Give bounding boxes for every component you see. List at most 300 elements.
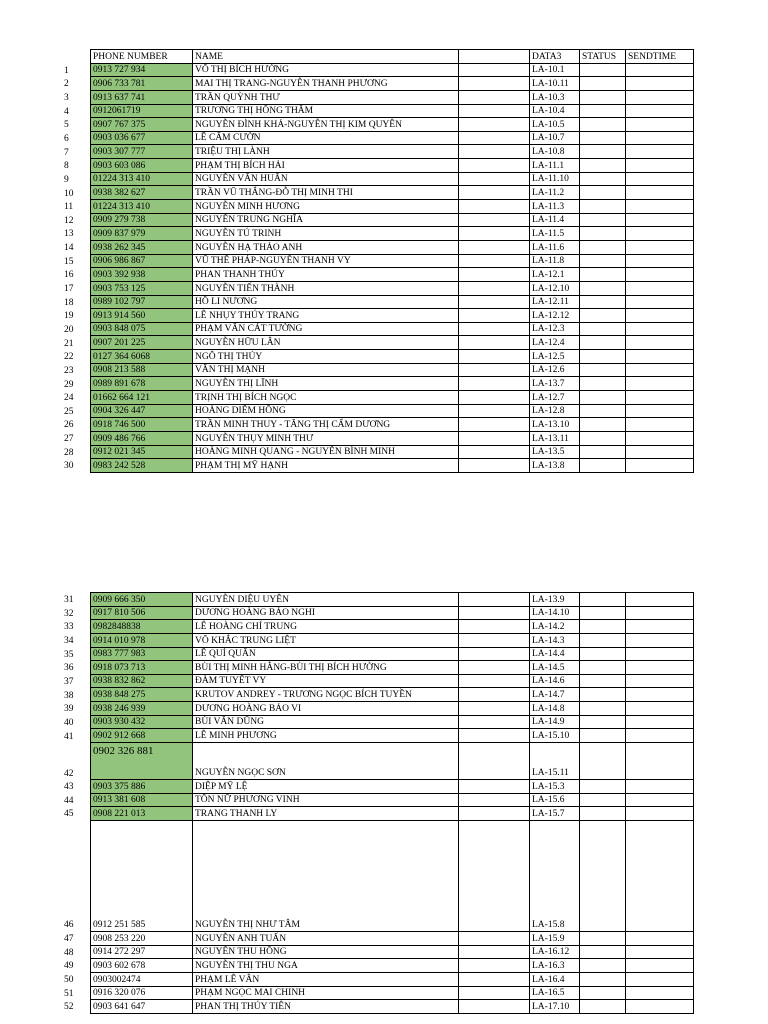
sendtime-cell[interactable] [626, 404, 694, 418]
blank-cell[interactable] [459, 729, 530, 743]
status-cell[interactable] [580, 200, 626, 214]
sendtime-cell[interactable] [626, 702, 694, 716]
status-cell[interactable] [580, 254, 626, 268]
name-cell[interactable]: VĂN THỊ MẠNH [193, 363, 459, 377]
phone-cell[interactable]: 0902 326 881 [91, 743, 193, 780]
data3-cell[interactable]: LA-13.8 [530, 459, 580, 473]
name-cell[interactable]: VŨ THẾ PHÁP-NGUYỄN THANH VY [193, 254, 459, 268]
status-cell[interactable] [580, 240, 626, 254]
blank-cell[interactable] [459, 281, 530, 295]
sendtime-cell[interactable] [626, 77, 694, 91]
sendtime-cell[interactable] [626, 90, 694, 104]
blank-cell[interactable] [459, 674, 530, 688]
name-cell[interactable]: TRỊNH THỊ BÍCH NGỌC [193, 391, 459, 405]
blank-cell[interactable] [459, 959, 530, 973]
sendtime-cell[interactable] [626, 986, 694, 1000]
name-cell[interactable]: NGUYỄN ĐÌNH KHẢ-NGUYỄN THỊ KIM QUYÊN [193, 118, 459, 132]
phone-cell[interactable]: 0912061719 [91, 104, 193, 118]
sendtime-cell[interactable] [626, 647, 694, 661]
phone-cell[interactable]: 0917 810 506 [91, 606, 193, 620]
data3-cell[interactable]: LA-14.4 [530, 647, 580, 661]
blank-cell[interactable] [459, 377, 530, 391]
data3-cell[interactable]: LA-10.8 [530, 145, 580, 159]
name-cell[interactable]: NGUYỄN THỊ THU NGA [193, 959, 459, 973]
blank-cell[interactable] [459, 418, 530, 432]
data3-cell[interactable]: LA-12.7 [530, 391, 580, 405]
phone-cell[interactable]: 0982848838 [91, 620, 193, 634]
status-cell[interactable] [580, 363, 626, 377]
name-header[interactable]: NAME [193, 50, 459, 64]
data3-cell[interactable]: LA-12.12 [530, 309, 580, 323]
sendtime-cell[interactable] [626, 945, 694, 959]
status-cell[interactable] [580, 715, 626, 729]
blank-cell[interactable] [459, 702, 530, 716]
sendtime-cell[interactable] [626, 200, 694, 214]
sendtime-cell[interactable] [626, 213, 694, 227]
data3-cell[interactable]: LA-14.8 [530, 702, 580, 716]
name-cell[interactable]: PHẠM LÊ VÂN [193, 972, 459, 986]
phone-cell[interactable]: 0903 036 677 [91, 131, 193, 145]
data3-cell[interactable]: LA-14.5 [530, 661, 580, 675]
phone-cell[interactable]: 0913 727 934 [91, 63, 193, 77]
phone-cell[interactable]: 0903 848 075 [91, 322, 193, 336]
blank-cell[interactable] [459, 213, 530, 227]
phone-cell[interactable]: 0983 777 983 [91, 647, 193, 661]
sendtime-cell[interactable] [626, 63, 694, 77]
phone-cell[interactable]: 0903 307 777 [91, 145, 193, 159]
sendtime-cell[interactable] [626, 743, 694, 780]
status-cell[interactable] [580, 647, 626, 661]
sendtime-cell[interactable] [626, 780, 694, 794]
data3-cell[interactable]: LA-15.11 [530, 743, 580, 780]
status-cell[interactable] [580, 63, 626, 77]
phone-cell[interactable]: 0916 320 076 [91, 986, 193, 1000]
sendtime-cell[interactable] [626, 633, 694, 647]
blank-cell[interactable] [459, 404, 530, 418]
name-cell[interactable]: BÙI THỊ MINH HẰNG-BÙI THỊ BÍCH HƯỜNG [193, 661, 459, 675]
phone-cell[interactable]: 0938 832 862 [91, 674, 193, 688]
data3-cell[interactable]: LA-11.5 [530, 227, 580, 241]
status-cell[interactable] [580, 459, 626, 473]
sendtime-cell[interactable] [626, 104, 694, 118]
status-cell[interactable] [580, 820, 626, 931]
data3-cell[interactable]: LA-10.5 [530, 118, 580, 132]
data3-cell[interactable]: LA-11.2 [530, 186, 580, 200]
status-cell[interactable] [580, 743, 626, 780]
name-cell[interactable]: LÊ NHỤY THÚY TRANG [193, 309, 459, 323]
phone-cell[interactable]: 0909 837 979 [91, 227, 193, 241]
name-cell[interactable]: MAI THỊ TRANG-NGUYỄN THANH PHƯƠNG [193, 77, 459, 91]
name-cell[interactable]: TRANG THANH LY [193, 807, 459, 821]
sendtime-cell[interactable] [626, 172, 694, 186]
sendtime-cell[interactable] [626, 418, 694, 432]
sendtime-cell[interactable] [626, 268, 694, 282]
name-cell[interactable]: NGUYỄN ANH TUẤN [193, 931, 459, 945]
status-cell[interactable] [580, 445, 626, 459]
blank-cell[interactable] [459, 90, 530, 104]
name-cell[interactable]: NGUYỄN THỤY MINH THƯ [193, 431, 459, 445]
name-cell[interactable]: BÙI VĂN DŨNG [193, 715, 459, 729]
status-cell[interactable] [580, 268, 626, 282]
sendtime-cell[interactable] [626, 131, 694, 145]
sendtime-cell[interactable] [626, 931, 694, 945]
phone-cell[interactable]: 0983 242 528 [91, 459, 193, 473]
blank-cell[interactable] [459, 254, 530, 268]
blank-cell[interactable] [459, 820, 530, 931]
phone-cell[interactable]: 0903 392 938 [91, 268, 193, 282]
blank-cell[interactable] [459, 780, 530, 794]
data3-cell[interactable]: LA-12.6 [530, 363, 580, 377]
blank-cell[interactable] [459, 633, 530, 647]
blank-cell[interactable] [459, 131, 530, 145]
status-cell[interactable] [580, 633, 626, 647]
status-cell[interactable] [580, 688, 626, 702]
blank-cell[interactable] [459, 227, 530, 241]
blank-cell[interactable] [459, 986, 530, 1000]
phone-cell[interactable]: 01224 313 410 [91, 172, 193, 186]
name-cell[interactable]: TRƯƠNG THỊ HỒNG THẮM [193, 104, 459, 118]
name-cell[interactable]: NGUYỄN TRUNG NGHĨA [193, 213, 459, 227]
phone-cell[interactable]: 0903002474 [91, 972, 193, 986]
name-cell[interactable]: DƯƠNG HOÀNG BẢO VI [193, 702, 459, 716]
status-cell[interactable] [580, 674, 626, 688]
blank-cell[interactable] [459, 647, 530, 661]
phone-cell[interactable]: 0903 930 432 [91, 715, 193, 729]
status-cell[interactable] [580, 77, 626, 91]
blank-cell[interactable] [459, 715, 530, 729]
blank-cell[interactable] [459, 793, 530, 807]
data3-cell[interactable]: LA-17.10 [530, 1000, 580, 1014]
sendtime-cell[interactable] [626, 240, 694, 254]
status-cell[interactable] [580, 661, 626, 675]
data3-cell[interactable]: LA-11.8 [530, 254, 580, 268]
status-cell[interactable] [580, 729, 626, 743]
blank-cell[interactable] [459, 77, 530, 91]
phone-cell[interactable]: 0903 375 886 [91, 780, 193, 794]
name-cell[interactable]: NGUYỄN THỊ NHƯ TÂM [193, 820, 459, 931]
data3-cell[interactable]: LA-14.10 [530, 606, 580, 620]
name-cell[interactable]: HOÀNG DIỄM HỒNG [193, 404, 459, 418]
blank-cell[interactable] [459, 620, 530, 634]
data3-cell[interactable]: LA-15.9 [530, 931, 580, 945]
status-cell[interactable] [580, 793, 626, 807]
sendtime-cell[interactable] [626, 620, 694, 634]
blank-cell[interactable] [459, 688, 530, 702]
data3-cell[interactable]: LA-15.6 [530, 793, 580, 807]
name-cell[interactable]: PHAN THỊ THÚY TIÊN [193, 1000, 459, 1014]
phone-cell[interactable]: 0938 848 275 [91, 688, 193, 702]
phone-cell[interactable]: 0909 666 350 [91, 593, 193, 607]
name-cell[interactable]: NGUYỄN TIẾN THÀNH [193, 281, 459, 295]
sendtime-cell[interactable] [626, 281, 694, 295]
data3-cell[interactable]: LA-10.11 [530, 77, 580, 91]
phone-cell[interactable]: 0914 010 978 [91, 633, 193, 647]
blank-cell[interactable] [459, 945, 530, 959]
name-cell[interactable]: NGÔ THỊ THÚY [193, 350, 459, 364]
data3-cell[interactable]: LA-10.7 [530, 131, 580, 145]
blank-cell[interactable] [459, 363, 530, 377]
status-cell[interactable] [580, 322, 626, 336]
data3-cell[interactable]: LA-15.7 [530, 807, 580, 821]
data3-cell[interactable]: LA-12.11 [530, 295, 580, 309]
data3-cell[interactable]: LA-13.5 [530, 445, 580, 459]
phone-cell[interactable]: 01224 313 410 [91, 200, 193, 214]
name-cell[interactable]: VÕ THỊ BÍCH HƯỜNG [193, 63, 459, 77]
blank-cell[interactable] [459, 593, 530, 607]
sendtime-cell[interactable] [626, 336, 694, 350]
data3-cell[interactable]: LA-16.3 [530, 959, 580, 973]
data3-cell[interactable]: LA-12.3 [530, 322, 580, 336]
sendtime-cell[interactable] [626, 459, 694, 473]
phone-cell[interactable]: 0918 746 500 [91, 418, 193, 432]
status-cell[interactable] [580, 172, 626, 186]
status-cell[interactable] [580, 391, 626, 405]
status-cell[interactable] [580, 336, 626, 350]
data3-cell[interactable]: LA-14.9 [530, 715, 580, 729]
sendtime-cell[interactable] [626, 593, 694, 607]
blank-cell[interactable] [459, 807, 530, 821]
phone-cell[interactable]: 0127 364 6068 [91, 350, 193, 364]
data3-cell[interactable]: LA-12.8 [530, 404, 580, 418]
blank-cell[interactable] [459, 661, 530, 675]
status-cell[interactable] [580, 104, 626, 118]
status-header[interactable]: STATUS [580, 50, 626, 64]
blank-cell[interactable] [459, 104, 530, 118]
blank-cell[interactable] [459, 118, 530, 132]
status-cell[interactable] [580, 377, 626, 391]
data3-cell[interactable]: LA-13.10 [530, 418, 580, 432]
phone-cell[interactable]: 01662 664 121 [91, 391, 193, 405]
phone-cell[interactable]: 0903 641 647 [91, 1000, 193, 1014]
data3-cell[interactable]: LA-15.8 [530, 820, 580, 931]
phone-cell[interactable]: 0908 253 220 [91, 931, 193, 945]
name-cell[interactable]: KRUTOV ANDREY - TRƯƠNG NGỌC BÍCH TUYỀN [193, 688, 459, 702]
name-cell[interactable]: PHAN THANH THÚY [193, 268, 459, 282]
data3-cell[interactable]: LA-10.4 [530, 104, 580, 118]
sendtime-header[interactable]: SENDTIME [626, 50, 694, 64]
name-cell[interactable]: LÊ HOÀNG CHÍ TRUNG [193, 620, 459, 634]
phone-cell[interactable]: 0903 602 678 [91, 959, 193, 973]
sendtime-cell[interactable] [626, 793, 694, 807]
status-cell[interactable] [580, 159, 626, 173]
phone-cell[interactable]: 0902 912 668 [91, 729, 193, 743]
name-cell[interactable]: TRIỆU THỊ LÀNH [193, 145, 459, 159]
sendtime-cell[interactable] [626, 363, 694, 377]
name-cell[interactable]: NGUYỄN THỊ LĨNH [193, 377, 459, 391]
phone-cell[interactable]: 0918 073 713 [91, 661, 193, 675]
sendtime-cell[interactable] [626, 715, 694, 729]
status-cell[interactable] [580, 986, 626, 1000]
sendtime-cell[interactable] [626, 807, 694, 821]
blank-cell[interactable] [459, 445, 530, 459]
sendtime-cell[interactable] [626, 972, 694, 986]
data3-cell[interactable]: LA-16.12 [530, 945, 580, 959]
sendtime-cell[interactable] [626, 350, 694, 364]
status-cell[interactable] [580, 431, 626, 445]
name-cell[interactable]: TÔN NỮ PHƯƠNG VINH [193, 793, 459, 807]
phone-cell[interactable]: 0912 251 585 [91, 820, 193, 931]
sendtime-cell[interactable] [626, 1000, 694, 1014]
name-cell[interactable]: ĐÀM TUYẾT VY [193, 674, 459, 688]
blank-cell[interactable] [459, 336, 530, 350]
name-cell[interactable]: NGUYỄN HẠ THẢO ANH [193, 240, 459, 254]
sendtime-cell[interactable] [626, 309, 694, 323]
blank-cell[interactable] [459, 459, 530, 473]
name-cell[interactable]: DIỆP MỸ LỆ [193, 780, 459, 794]
phone-cell[interactable]: 0909 486 766 [91, 431, 193, 445]
status-cell[interactable] [580, 90, 626, 104]
blank-cell[interactable] [459, 1000, 530, 1014]
name-cell[interactable]: LÊ CẨM CƯỜN [193, 131, 459, 145]
phone-cell[interactable]: 0989 102 797 [91, 295, 193, 309]
phone-cell[interactable]: 0938 382 627 [91, 186, 193, 200]
status-cell[interactable] [580, 186, 626, 200]
blank-cell[interactable] [459, 186, 530, 200]
status-cell[interactable] [580, 972, 626, 986]
status-cell[interactable] [580, 807, 626, 821]
phone-cell[interactable]: 0913 381 608 [91, 793, 193, 807]
blank-cell[interactable] [459, 606, 530, 620]
name-cell[interactable]: PHẠM THỊ MỸ HẠNH [193, 459, 459, 473]
status-cell[interactable] [580, 350, 626, 364]
phone-cell[interactable]: 0907 201 225 [91, 336, 193, 350]
blank-cell[interactable] [459, 159, 530, 173]
sendtime-cell[interactable] [626, 959, 694, 973]
phone-cell[interactable]: 0912 021 345 [91, 445, 193, 459]
blank-cell[interactable] [459, 145, 530, 159]
sendtime-cell[interactable] [626, 661, 694, 675]
data3-cell[interactable]: LA-11.6 [530, 240, 580, 254]
blank-cell[interactable] [459, 240, 530, 254]
status-cell[interactable] [580, 702, 626, 716]
name-cell[interactable]: NGUYỄN THU HỒNG [193, 945, 459, 959]
status-cell[interactable] [580, 281, 626, 295]
data3-cell[interactable]: LA-14.3 [530, 633, 580, 647]
blank-cell[interactable] [459, 931, 530, 945]
status-cell[interactable] [580, 145, 626, 159]
phone-cell[interactable]: 0908 221 013 [91, 807, 193, 821]
sendtime-cell[interactable] [626, 445, 694, 459]
sendtime-cell[interactable] [626, 606, 694, 620]
data3-cell[interactable]: LA-16.4 [530, 972, 580, 986]
sendtime-cell[interactable] [626, 431, 694, 445]
blank-header[interactable] [459, 50, 530, 64]
phone-cell[interactable]: 0909 279 738 [91, 213, 193, 227]
name-cell[interactable]: NGUYỄN NGỌC SƠN [193, 743, 459, 780]
phone-cell[interactable]: 0906 733 781 [91, 77, 193, 91]
name-cell[interactable]: NGUYỄN VĂN HUẤN [193, 172, 459, 186]
sendtime-cell[interactable] [626, 729, 694, 743]
status-cell[interactable] [580, 780, 626, 794]
sendtime-cell[interactable] [626, 159, 694, 173]
blank-cell[interactable] [459, 172, 530, 186]
phone-cell[interactable]: 0907 767 375 [91, 118, 193, 132]
status-cell[interactable] [580, 418, 626, 432]
status-cell[interactable] [580, 309, 626, 323]
status-cell[interactable] [580, 118, 626, 132]
blank-cell[interactable] [459, 200, 530, 214]
status-cell[interactable] [580, 959, 626, 973]
phone-cell[interactable]: 0908 213 588 [91, 363, 193, 377]
data3-cell[interactable]: LA-12.1 [530, 268, 580, 282]
data3-cell[interactable]: LA-11.3 [530, 200, 580, 214]
data3-cell[interactable]: LA-13.9 [530, 593, 580, 607]
name-cell[interactable]: LÊ QUÍ QUÂN [193, 647, 459, 661]
name-cell[interactable]: NGUYỄN MINH HƯƠNG [193, 200, 459, 214]
name-cell[interactable]: NGUYỄN DIỆU UYÊN [193, 593, 459, 607]
blank-cell[interactable] [459, 743, 530, 780]
sendtime-cell[interactable] [626, 227, 694, 241]
data3-cell[interactable]: LA-11.10 [530, 172, 580, 186]
phone-cell[interactable]: 0904 326 447 [91, 404, 193, 418]
blank-cell[interactable] [459, 350, 530, 364]
data3-cell[interactable]: LA-14.6 [530, 674, 580, 688]
data3-cell[interactable]: LA-12.5 [530, 350, 580, 364]
blank-cell[interactable] [459, 268, 530, 282]
name-cell[interactable]: NGUYỄN HỮU LÂN [193, 336, 459, 350]
sendtime-cell[interactable] [626, 322, 694, 336]
data3-cell[interactable]: LA-11.4 [530, 213, 580, 227]
blank-cell[interactable] [459, 972, 530, 986]
phone-cell[interactable]: 0903 753 125 [91, 281, 193, 295]
status-cell[interactable] [580, 593, 626, 607]
phone-cell[interactable]: 0903 603 086 [91, 159, 193, 173]
data3-cell[interactable]: LA-13.7 [530, 377, 580, 391]
data3-cell[interactable]: LA-11.1 [530, 159, 580, 173]
sendtime-cell[interactable] [626, 145, 694, 159]
name-cell[interactable]: VÕ KHẮC TRUNG LIỆT [193, 633, 459, 647]
data3-cell[interactable]: LA-14.2 [530, 620, 580, 634]
phone-number-header[interactable]: PHONE NUMBER [91, 50, 193, 64]
data3-cell[interactable]: LA-12.4 [530, 336, 580, 350]
sendtime-cell[interactable] [626, 820, 694, 931]
name-cell[interactable]: NGUYỄN TÚ TRINH [193, 227, 459, 241]
sendtime-cell[interactable] [626, 688, 694, 702]
sendtime-cell[interactable] [626, 674, 694, 688]
phone-cell[interactable]: 0914 272 297 [91, 945, 193, 959]
status-cell[interactable] [580, 931, 626, 945]
phone-cell[interactable]: 0938 262 345 [91, 240, 193, 254]
status-cell[interactable] [580, 213, 626, 227]
name-cell[interactable]: HỒ LI NƯƠNG [193, 295, 459, 309]
sendtime-cell[interactable] [626, 118, 694, 132]
data3-cell[interactable]: LA-14.7 [530, 688, 580, 702]
status-cell[interactable] [580, 404, 626, 418]
status-cell[interactable] [580, 227, 626, 241]
data3-cell[interactable]: LA-13.11 [530, 431, 580, 445]
data3-cell[interactable]: LA-15.3 [530, 780, 580, 794]
sendtime-cell[interactable] [626, 186, 694, 200]
phone-cell[interactable]: 0989 891 678 [91, 377, 193, 391]
blank-cell[interactable] [459, 295, 530, 309]
blank-cell[interactable] [459, 63, 530, 77]
name-cell[interactable]: TRẦN QUỲNH THƯ [193, 90, 459, 104]
data3-cell[interactable]: LA-10.3 [530, 90, 580, 104]
status-cell[interactable] [580, 1000, 626, 1014]
status-cell[interactable] [580, 606, 626, 620]
name-cell[interactable]: PHẠM NGỌC MAI CHINH [193, 986, 459, 1000]
sendtime-cell[interactable] [626, 254, 694, 268]
phone-cell[interactable]: 0906 986 867 [91, 254, 193, 268]
phone-cell[interactable]: 0938 246 939 [91, 702, 193, 716]
name-cell[interactable]: PHẠM THỊ BÍCH HẢI [193, 159, 459, 173]
sendtime-cell[interactable] [626, 391, 694, 405]
status-cell[interactable] [580, 131, 626, 145]
name-cell[interactable]: PHẠM VĂN CÁT TƯỜNG [193, 322, 459, 336]
name-cell[interactable]: LÊ MINH PHƯƠNG [193, 729, 459, 743]
data3-cell[interactable]: LA-10.1 [530, 63, 580, 77]
phone-cell[interactable]: 0913 637 741 [91, 90, 193, 104]
